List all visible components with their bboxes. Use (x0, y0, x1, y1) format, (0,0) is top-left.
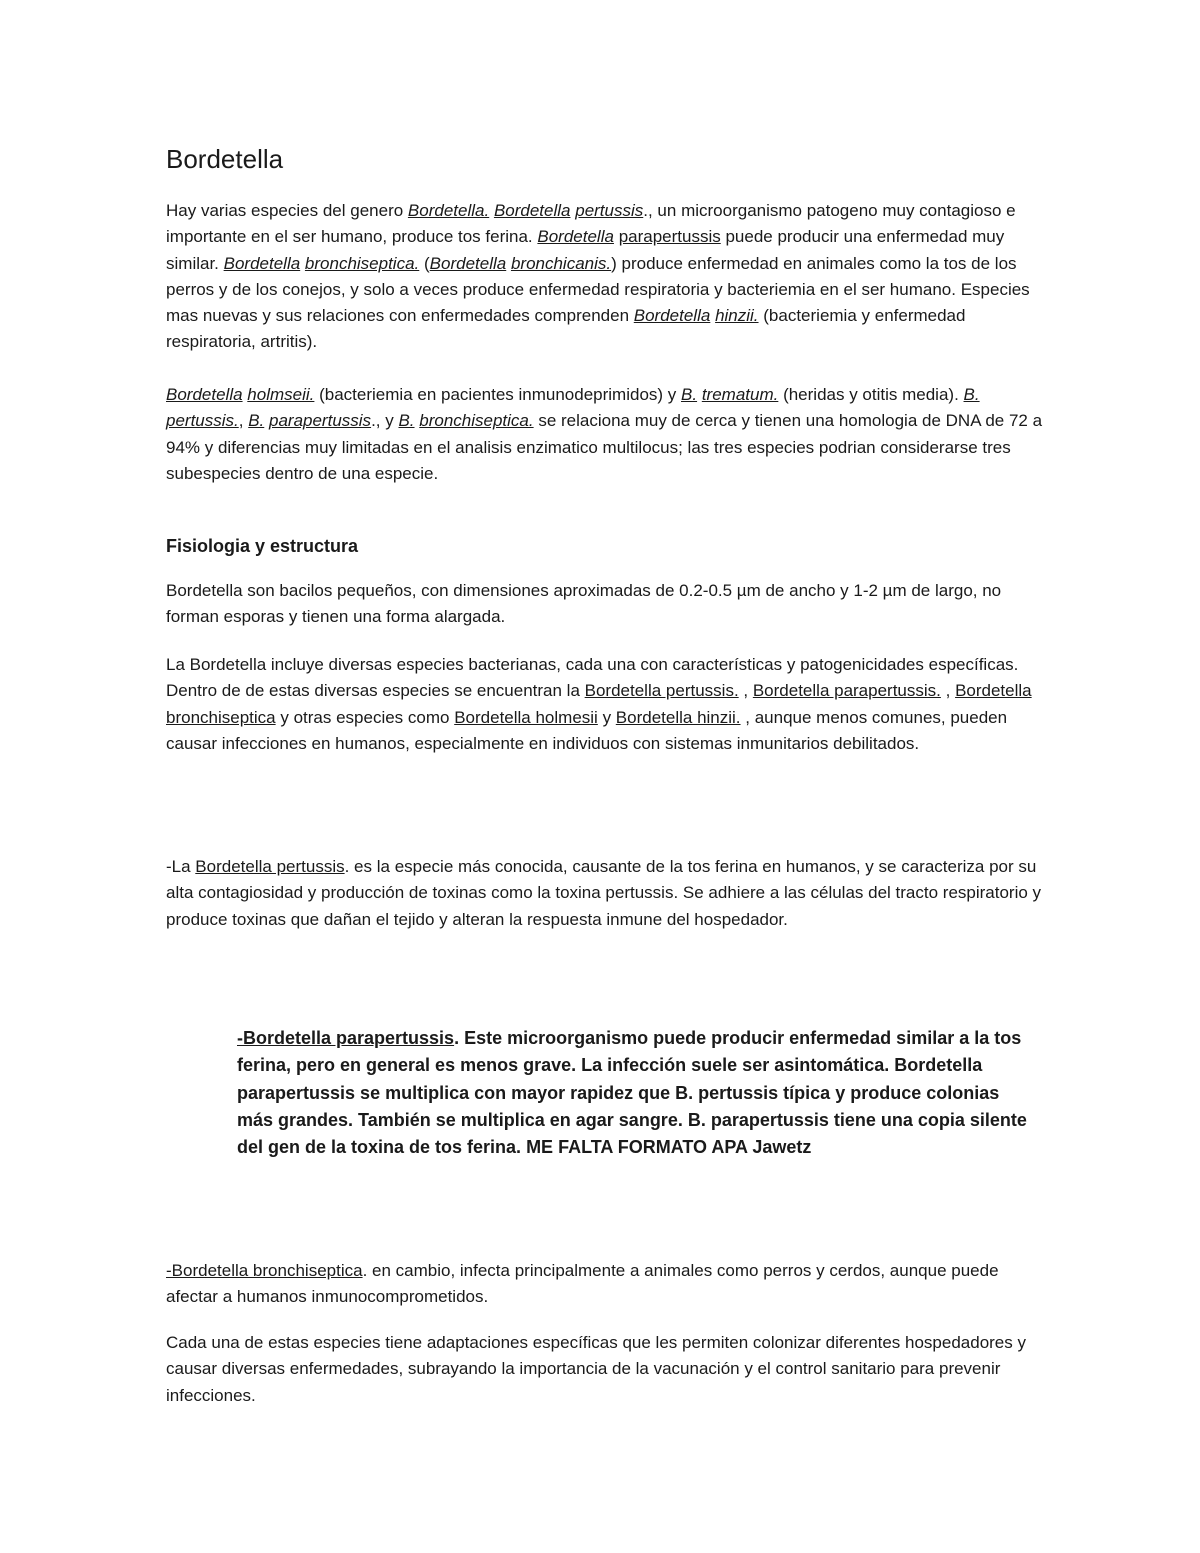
bronchiseptica-paragraph: -Bordetella bronchiseptica. en cambio, infecta principalmente a animales como perros y cerdos, aunque puede afectar a humanos inmunocomprometidos. (166, 1261, 999, 1307)
species-paragraph: La Bordetella incluye diversas especies bacterianas, cada una con características y patogenicidades específicas. Dentro de de estas diversas especies se encuentran la Bordetella pertussis. , Bordetella parapertussis. , Bordetella bronchiseptica y otras especies como Bordetella holmesii y Bordetella hinzii. , aunque menos comunes, pueden causar infecciones en humanos, especialmente en individuos con sistemas inmunitarios debilitados. (166, 655, 1032, 753)
final-paragraph: Cada una de estas especies tiene adaptaciones específicas que les permiten colonizar diferentes hospedadores y causar diversas enfermedades, subrayando la importancia de la vacunación y el control sanitario para prevenir infecciones. (166, 1333, 1026, 1405)
section-heading: Fisiologia y estructura (166, 536, 359, 556)
parapertussis-paragraph: -Bordetella parapertussis. Este microorganismo puede producir enfermedad similar a la tos ferina, pero en general es menos grave. La infección suele ser asintomática. Bordetella parapertussis se multiplica con mayor rapidez que B. pertussis típica y produce colonias más grandes. También se multiplica en agar sangre. B. parapertussis tiene una copia silente del gen de la toxina de tos ferina. ME FALTA FORMATO APA Jawetz (237, 1028, 1027, 1158)
bacilos-paragraph: Bordetella son bacilos pequeños, con dimensiones aproximadas de 0.2-0.5 µm de ancho y 1-2 µm de largo, no forman esporas y tienen una forma alargada. (166, 581, 1002, 627)
document-title: Bordetella (166, 144, 284, 174)
intro-paragraph-2: Bordetella holmseii. (bacteriemia en pacientes inmunodeprimidos) y B. trematum. (heridas y otitis media). B. pertussis., B. parapertussis., y B. bronchiseptica. se relaciona muy de cerca y tienen una homologia de DNA de 72 a 94% y diferencias muy limitadas en el analisis enzimatico multilocus; las tres especies podrian considerarse tres subespecies dentro de una especie. (166, 385, 1043, 483)
intro-paragraph: Hay varias especies del genero Bordetella. Bordetella pertussis., un microorganismo patogeno muy contagioso e importante en el ser humano, produce tos ferina. Bordetella parapertussis puede producir una enfermedad muy similar. Bordetella bronchiseptica. (Bordetella bronchicanis.) produce enfermedad en animales como la tos de los perros y de los conejos, y solo a veces produce enfermedad respiratoria y bacteriemia en el ser humano. Especies mas nuevas y sus relaciones con enfermedades comprenden Bordetella hinzii. (bacteriemia y enfermedad respiratoria, artritis). (166, 201, 1030, 352)
pertussis-paragraph: -La Bordetella pertussis. es la especie más conocida, causante de la tos ferina en humanos, y se caracteriza por su alta contagiosidad y producción de toxinas como la toxina pertussis. Se adhiere a las células del tracto respiratorio y produce toxinas que dañan el tejido y alteran la respuesta inmune del hospedador. (166, 857, 1042, 929)
